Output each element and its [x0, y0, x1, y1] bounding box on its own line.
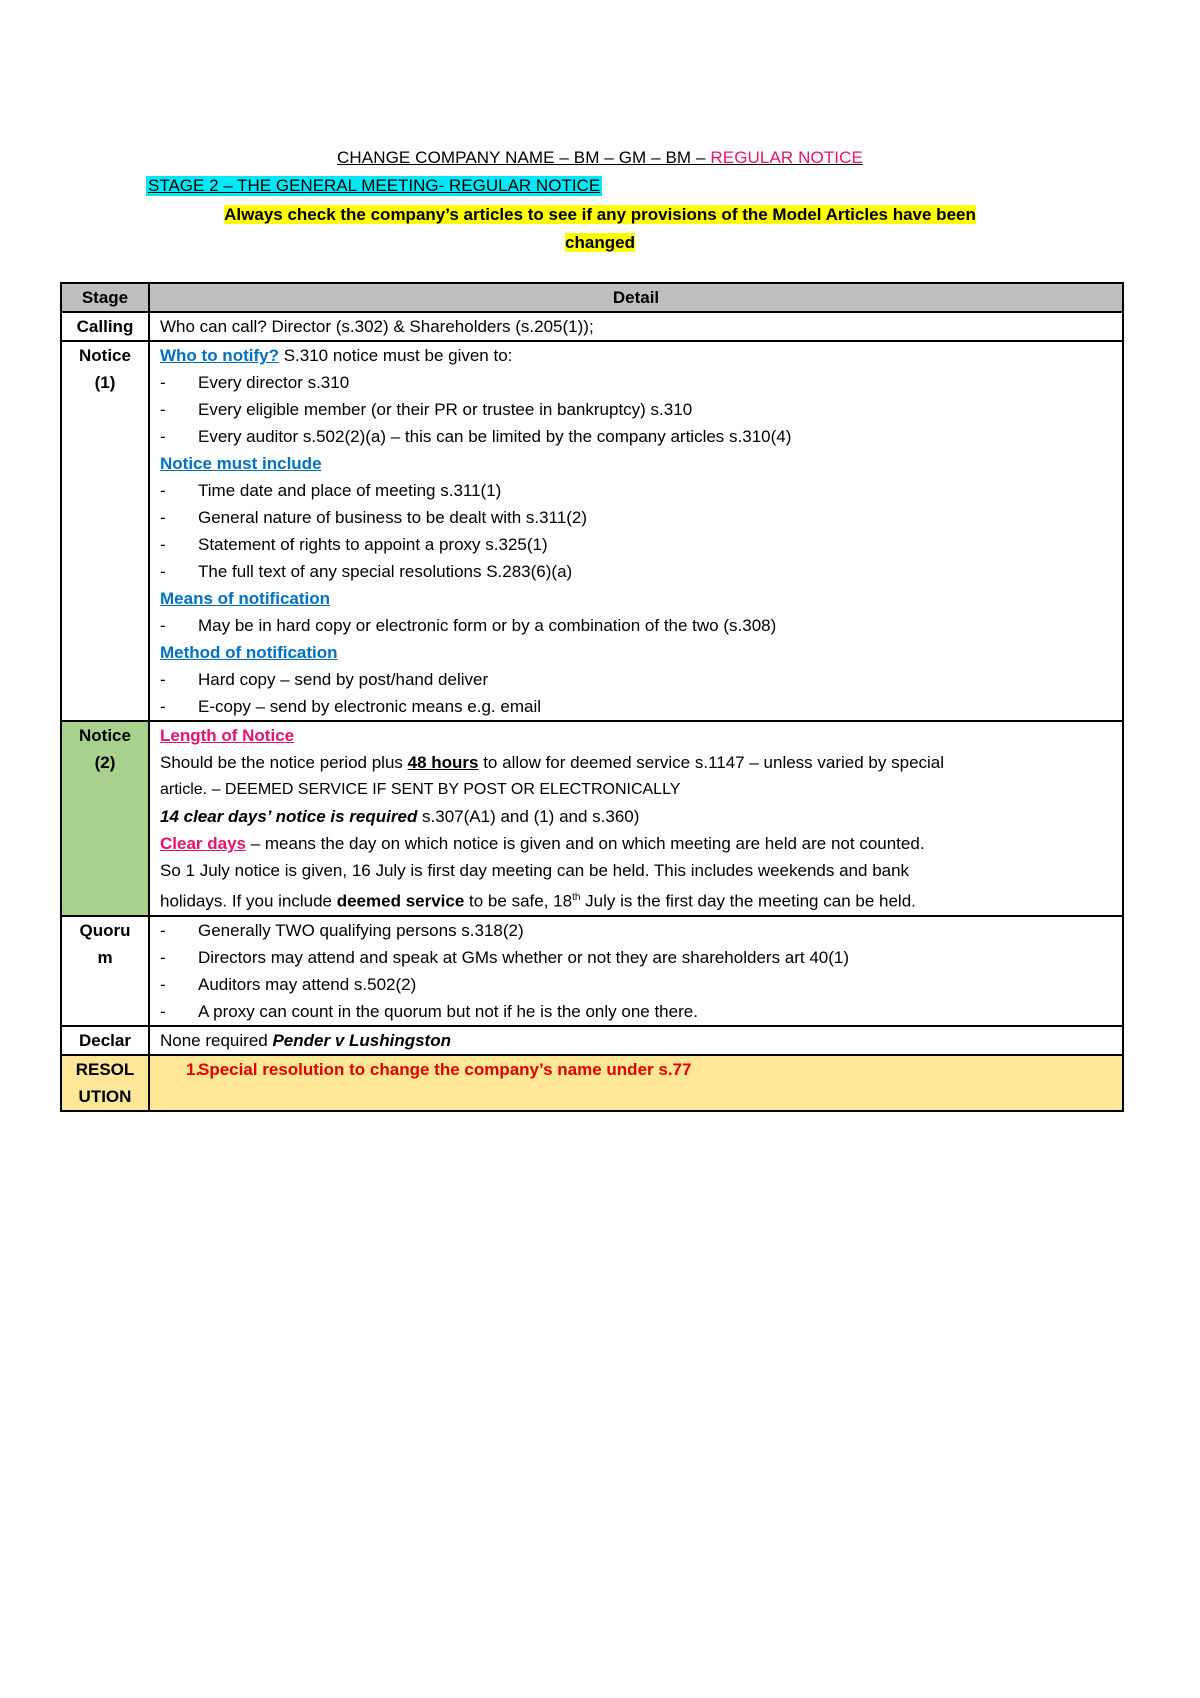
header-detail: Detail [149, 283, 1123, 312]
list-item: - E-copy – send by electronic means e.g. email [160, 693, 1112, 720]
text-segment: to be safe, 18 [464, 891, 573, 911]
list-item: - Statement of rights to appoint a proxy s.325(1) [160, 531, 1112, 558]
list-item: - Every director s.310 [160, 369, 1112, 396]
list-item: - The full text of any special resolutions S.283(6)(a) [160, 558, 1112, 585]
length-heading: Length of Notice [160, 726, 295, 745]
title-main: CHANGE COMPANY NAME – BM – GM – BM – [337, 148, 706, 167]
include-heading: Notice must include [160, 454, 322, 473]
table-row-declar [61, 1026, 1123, 1055]
table-row-notice-2 [61, 721, 1123, 916]
list-item: - Hard copy – send by post/hand deliver [160, 666, 1112, 693]
table-header-row [61, 283, 1123, 312]
stage-resolution: RESOLUTION [61, 1055, 149, 1111]
list-item: - Time date and place of meeting s.311(1) [160, 477, 1112, 504]
notice-line-1 [160, 749, 1112, 776]
stage-notice-1: Notice (1) [61, 341, 149, 721]
text-segment: July is the first day the meeting can be held. [580, 891, 916, 911]
detail-calling: Who can call? Director (s.302) & Shareholders (s.205(1)); [149, 312, 1123, 341]
who-rest: S.310 notice must be given to: [278, 346, 513, 365]
detail-resolution [149, 1055, 1123, 1111]
title-highlight: REGULAR NOTICE [710, 148, 863, 167]
text-segment: None required [160, 1030, 273, 1050]
detail-notice-2 [149, 721, 1123, 916]
list-item: - Every auditor s.502(2)(a) – this can be limited by the company articles s.310(4) [160, 423, 1112, 450]
list-item: - Directors may attend and speak at GMs whether or not they are shareholders art 40(1) [160, 944, 1112, 971]
warning-line-1: Always check the company’s articles to see if any provisions of the Model Articles have been [224, 205, 976, 224]
table-row-calling [61, 312, 1123, 341]
page-title [0, 148, 1200, 168]
stage-declar: Declar [61, 1026, 149, 1055]
stages-table [60, 282, 1124, 1112]
stage-notice-2: Notice (2) [61, 721, 149, 916]
resolution-item: 1. Special resolution to change the company’s name under s.77 [160, 1056, 1112, 1083]
warning-note [160, 201, 1040, 257]
list-item: - May be in hard copy or electronic form or by a combination of the two (s.308) [160, 612, 1112, 639]
stage-calling: Calling [61, 312, 149, 341]
means-heading: Means of notification [160, 589, 330, 608]
text-segment: th [572, 892, 581, 903]
table-row-resolution [61, 1055, 1123, 1111]
stage-heading: STAGE 2 – THE GENERAL MEETING- REGULAR NOTICE [148, 176, 601, 195]
notice-line-3 [160, 803, 1112, 830]
text-segment: to allow for deemed service s.1147 – unless varied by special [478, 753, 945, 772]
list-item: - Every eligible member (or their PR or trustee in bankruptcy) s.310 [160, 396, 1112, 423]
text-segment: deemed service [336, 891, 465, 911]
case-name: Pender v Lushingston [272, 1030, 451, 1050]
text-segment: Should be the notice period plus [160, 753, 408, 772]
text-segment: holidays. If you include [160, 891, 337, 911]
notice-line-2: article. – DEEMED SERVICE IF SENT BY POST OR ELECTRONICALLY [160, 781, 681, 798]
method-heading: Method of notification [160, 643, 338, 662]
who-to-notify [160, 342, 1112, 369]
header-stage: Stage [61, 283, 149, 312]
detail-notice-1 [149, 341, 1123, 721]
notice-line-4 [160, 830, 1112, 857]
notice-line-5: So 1 July notice is given, 16 July is first day meeting can be held. This includes weekends and bank [160, 861, 910, 880]
text-segment: s.307(A1) and (1) and s.360) [417, 807, 640, 826]
clear-days-heading: Clear days [160, 834, 246, 853]
text-segment: 48 hours [407, 753, 479, 772]
text-segment: – means the day on which notice is given and on which meeting are held are not counted. [246, 834, 925, 853]
table-row-notice-1 [61, 341, 1123, 721]
list-item: - General nature of business to be dealt with s.311(2) [160, 504, 1112, 531]
warning-line-2: changed [565, 233, 635, 252]
detail-quorum [149, 916, 1123, 1026]
stage-quorum: Quorum [61, 916, 149, 1026]
text-segment: 14 clear days’ notice is required [160, 807, 418, 826]
list-item: - Auditors may attend s.502(2) [160, 971, 1112, 998]
notice-line-6 [160, 884, 1112, 915]
who-heading: Who to notify? [160, 346, 279, 365]
list-item: - A proxy can count in the quorum but not if he is the only one there. [160, 998, 1112, 1025]
detail-declar [149, 1026, 1123, 1055]
table-row-quorum [61, 916, 1123, 1026]
list-item: - Generally TWO qualifying persons s.318(2) [160, 917, 1112, 944]
